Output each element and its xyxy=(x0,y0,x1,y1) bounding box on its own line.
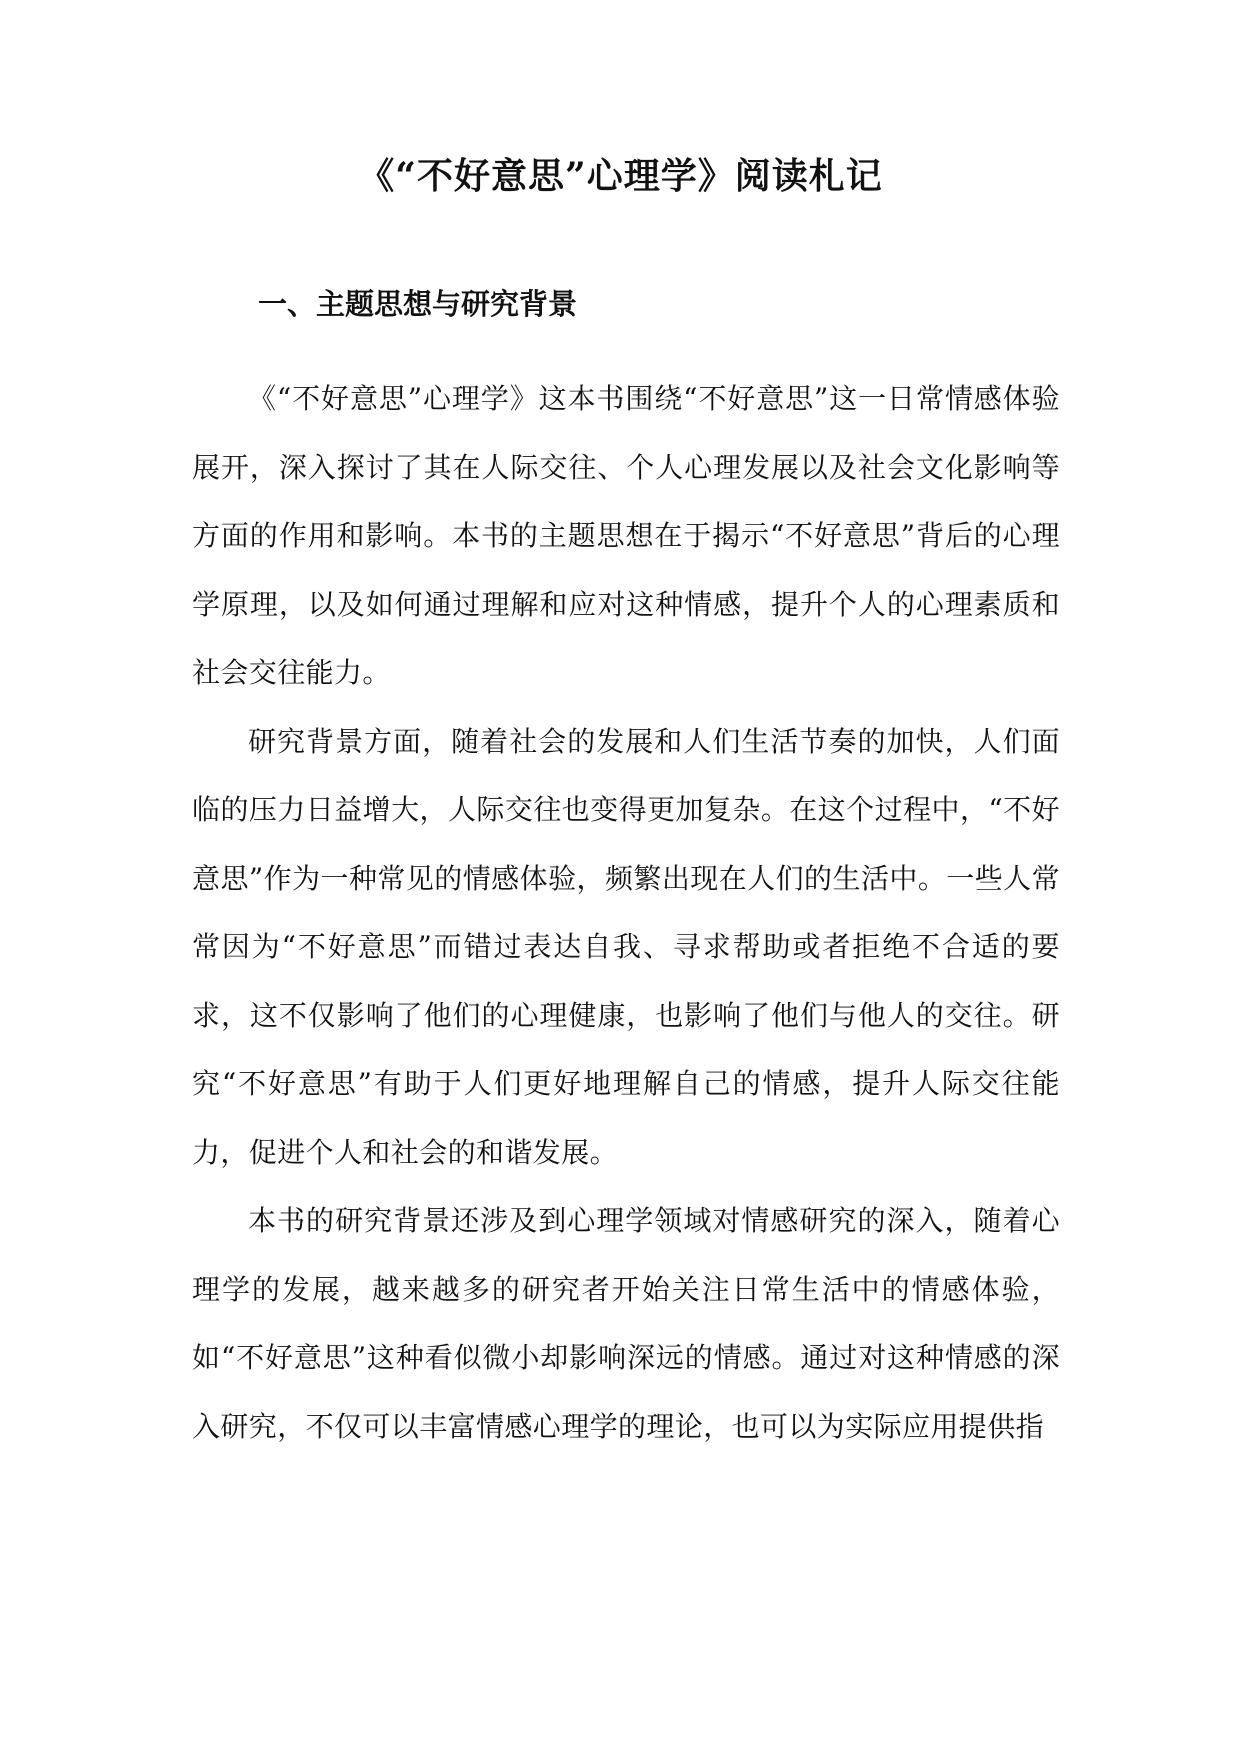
paragraph: 研究背景方面，随着社会的发展和人们生活节奏的加快，人们面临的压力日益增大，人际交往也变得更加复杂。在这个过程中，“不好意思”作为一种常见的情感体验，频繁出现在人们的生活中。一些人常常因为“不好意思”而错过表达自我、寻求帮助或者拒绝不合适的要求，这不仅影响了他们的心理健康，也影响了他们与他人的交往。研究“不好意思”有助于人们更好地理解自己的情感，提升人际交往能力，促进个人和社会的和谐发展。 xyxy=(192,724,1060,1169)
document-title: 《“不好意思”心理学》阅读札记 xyxy=(358,155,883,197)
section-body xyxy=(192,365,1060,1461)
section-heading: 一、主题思想与研究背景 xyxy=(258,287,578,321)
paragraph: 本书的研究背景还涉及到心理学领域对情感研究的深入，随着心理学的发展，越来越多的研究者开始关注日常生活中的情感体验，如“不好意思”这种看似微小却影响深远的情感。通过对这种情感的深入研究，不仅可以丰富情感心理学的理论，也可以为实际应用提供指 xyxy=(192,1204,1060,1443)
paragraph: 《“不好意思”心理学》这本书围绕“不好意思”这一日常情感体验展开，深入探讨了其在人际交往、个人心理发展以及社会文化影响等方面的作用和影响。本书的主题思想在于揭示“不好意思”背后的心理学原理，以及如何通过理解和应对这种情感，提升个人的心理素质和社会交往能力。 xyxy=(192,382,1060,689)
